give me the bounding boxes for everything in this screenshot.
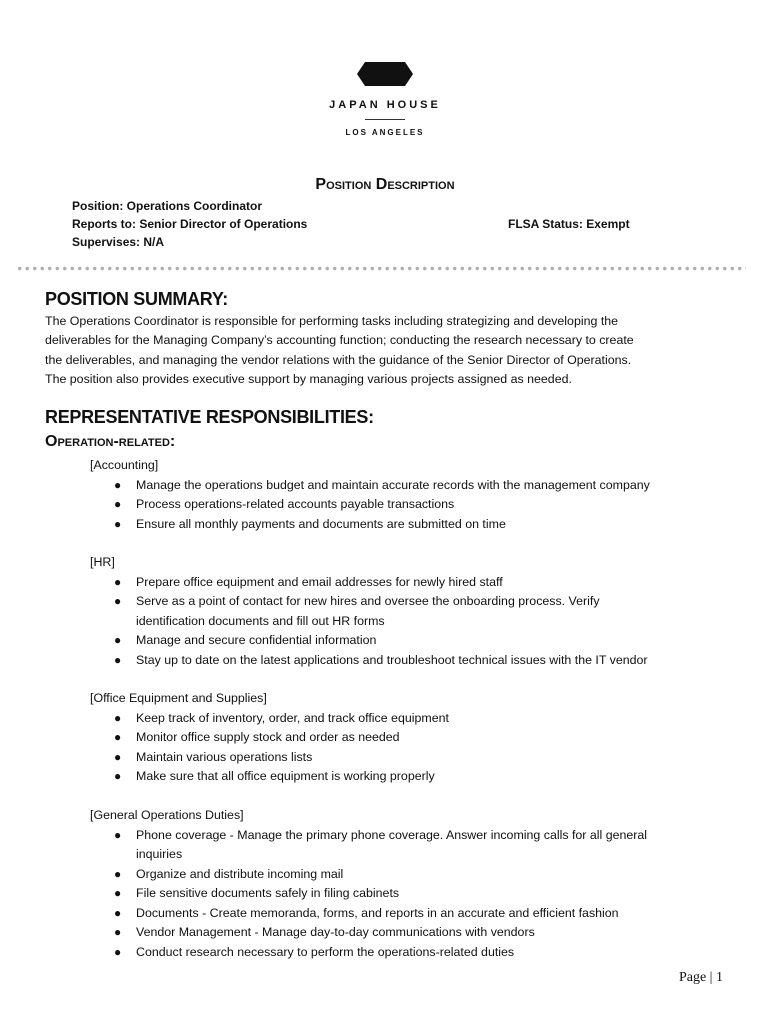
list-item: ● Manage the operations budget and maintain accurate records with the management company	[90, 476, 650, 496]
list-item: ● Make sure that all office equipment is working properly	[90, 767, 449, 787]
list-item: ● Stay up to date on the latest applications and troubleshoot technical issues with the IT vendor	[90, 651, 648, 671]
list-item: ● Serve as a point of contact for new hires and oversee the onboarding process. Verify identification documents and fill out HR forms	[114, 594, 600, 628]
dotted-divider	[16, 266, 746, 271]
flsa-status-field: FLSA Status: Exempt	[508, 217, 630, 231]
bullet-icon: ●	[114, 516, 122, 531]
list-item: ● Organize and distribute incoming mail	[90, 865, 647, 885]
section-hr	[90, 553, 648, 670]
list-item: ● Keep track of inventory, order, and track office equipment	[90, 709, 449, 729]
supervises-field: Supervises: N/A	[72, 235, 165, 249]
bullet-icon: ●	[114, 497, 122, 511]
list-item: ● File sensitive documents safely in filing cabinets	[90, 884, 647, 904]
bullet-icon: ●	[114, 710, 122, 725]
section-accounting	[90, 456, 650, 534]
list-item: ● Phone coverage - Manage the primary phone coverage. Answer incoming calls for all general inquiries	[114, 827, 648, 861]
operation-related-subheading: Operation-related:	[45, 433, 176, 450]
position-field: Position: Operations Coordinator	[72, 199, 263, 213]
summary-line: The position also provides executive support by managing various projects assigned as needed.	[45, 372, 572, 387]
logo-divider	[365, 119, 405, 120]
summary-line: the deliverables, and managing the vendor relations with the guidance of the Senior Director of Operations.	[45, 352, 632, 367]
reports-to-field: Reports to: Senior Director of Operations	[72, 217, 308, 231]
list-item: ● Conduct research necessary to perform the operations-related duties	[90, 943, 647, 963]
section-title: [General Operations Duties]	[90, 808, 244, 822]
logo-city: LOS ANGELES	[345, 128, 425, 137]
bullet-icon: ●	[114, 925, 122, 939]
summary-line: deliverables for the Managing Company’s accounting function; conducting the research necessary to create	[45, 333, 634, 348]
list-item: ● Ensure all monthly payments and documents are submitted on time	[90, 515, 650, 535]
logo-mark-icon	[357, 62, 413, 86]
list-item: ● Vendor Management - Manage day-to-day communications with vendors	[90, 923, 647, 943]
section-general-operations	[90, 806, 647, 962]
bullet-icon: ●	[114, 827, 122, 842]
bullet-icon: ●	[114, 594, 122, 608]
bullet-icon: ●	[114, 866, 122, 881]
summary-paragraph	[45, 312, 725, 390]
bullet-icon: ●	[114, 886, 122, 900]
list-item: ● Documents - Create memoranda, forms, and reports in an accurate and efficient fashion	[90, 904, 647, 924]
japan-house-logo	[0, 62, 770, 137]
list-item: ● Monitor office supply stock and order as needed	[90, 728, 449, 748]
bullet-icon: ●	[114, 652, 122, 667]
bullet-icon: ●	[114, 574, 122, 589]
list-item: ● Maintain various operations lists	[90, 748, 449, 768]
bullet-icon: ●	[114, 769, 122, 783]
section-title: [HR]	[90, 555, 115, 569]
section-title: [Office Equipment and Supplies]	[90, 691, 267, 705]
bullet-icon: ●	[114, 905, 122, 920]
list-item: ● Process operations-related accounts payable transactions	[90, 495, 650, 515]
bullet-icon: ●	[114, 749, 122, 764]
logo-name: JAPAN HOUSE	[329, 99, 441, 111]
page-number: Page | 1	[678, 970, 723, 985]
list-item: ● Manage and secure confidential information	[90, 631, 648, 651]
section-office-equipment	[90, 689, 449, 787]
section-title: [Accounting]	[90, 458, 159, 472]
bullet-icon: ●	[114, 477, 122, 492]
bullet-icon: ●	[114, 730, 122, 744]
bullet-icon: ●	[114, 633, 122, 647]
list-item: ● Prepare office equipment and email addresses for newly hired staff	[90, 573, 648, 593]
document-title: Position Description	[315, 176, 455, 193]
summary-line: The Operations Coordinator is responsible for performing tasks including strategizing and developing the	[45, 314, 619, 328]
summary-heading: POSITION SUMMARY:	[45, 289, 228, 309]
bullet-icon: ●	[114, 944, 122, 959]
responsibilities-heading: REPRESENTATIVE RESPONSIBILITIES:	[45, 407, 374, 427]
